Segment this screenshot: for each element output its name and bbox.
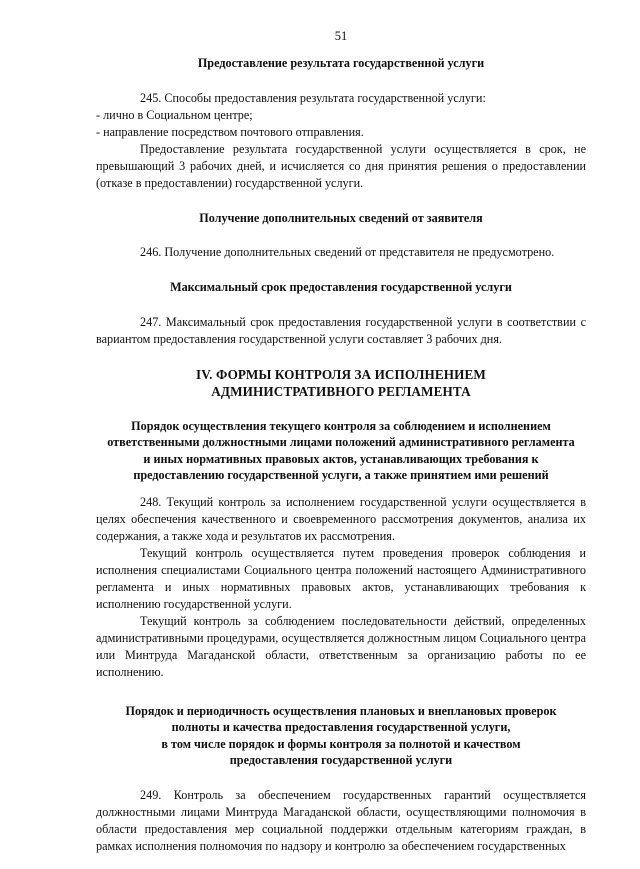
section-heading-result: Предоставление результата государственной услуги [197, 56, 485, 70]
section-heading-current-control-3: и иных нормативных правовых актов, устанавливающих требования к [143, 451, 539, 466]
section-heading-inspections-1: Порядок и периодичность осуществления плановых и внеплановых проверок [125, 703, 557, 718]
paragraph-246: 246. Получение дополнительных сведений от представителя не предусмотрено. [140, 245, 555, 259]
list-item-in-person: - лично в Социальном центре; [96, 107, 253, 122]
paragraph-247: 247. Максимальный срок предоставления государственной услуги в соответствии с вариантом предоставления государственной услуги составляет 3 рабочих дня. [96, 314, 586, 346]
section-heading-inspections-2: полноты и качества предоставления государственной услуги, [171, 720, 511, 734]
paragraph-245: 245. Способы предоставления результата государственной услуги: [140, 90, 486, 105]
section-heading-current-control-4: предоставлению государственной услуги, а также принятием ими решений [133, 468, 549, 482]
chapter-title-line-2: АДМИНИСТРАТИВНОГО РЕГЛАМЕНТА [211, 383, 471, 399]
paragraph-249: 249. Контроль за обеспечением государственных гарантий осуществляется должностными лицами Минтруда Магаданской области, осуществляющими полномочия в области предоставления мер социальной поддержки отдельным категориям граждан, в рамках исполнения полномочия по надзору и контролю за обеспечением государственных [96, 787, 586, 853]
section-heading-additional-info: Получение дополнительных сведений от заявителя [199, 210, 483, 225]
paragraph-current-control-sequence: Текущий контроль за соблюдением последовательности действий, определенных административными процедурами, осуществляется должностным лицом Социального центра или Минтруда Магаданской области, ответственным за организацию работы по ее исполнению. [96, 613, 586, 679]
section-heading-current-control-1: Порядок осуществления текущего контроля за соблюдением и исполнением [131, 418, 551, 433]
section-heading-inspections-3: в том числе порядок и формы контроля за полнотой и качеством [161, 736, 521, 751]
paragraph-result-term: Предоставление результата государственной услуги осуществляется в срок, не превышающий 3 рабочих дней, и исчисляется со дня принятия решения о предоставлении (отказе в предоставлении) государственной услуги. [96, 141, 586, 190]
paragraph-248: 248. Текущий контроль за исполнением государственной услуги осуществляется в целях обеспечения качественного и своевременного рассмотрения документов, анализа их содержания, а также хода и результатов их рассмотрения. [96, 494, 586, 543]
chapter-title-line-1: IV. ФОРМЫ КОНТРОЛЯ ЗА ИСПОЛНЕНИЕМ [196, 366, 486, 382]
paragraph-current-control-checks: Текущий контроль осуществляется путем проведения проверок соблюдения и исполнения специалистами Социального центра положений настоящего Административного регламента и иных нормативных правовых актов, устанавливающих требования к исполнению государственной услуги. [96, 545, 586, 611]
section-heading-inspections-4: предоставления государственной услуги [229, 753, 453, 767]
list-item-by-mail: - направление посредством почтового отправления. [96, 124, 364, 139]
page-number: 51 [334, 29, 348, 43]
section-heading-current-control-2: ответственными должностными лицами положений административного регламента [107, 435, 575, 449]
section-heading-max-term: Максимальный срок предоставления государственной услуги [170, 280, 512, 294]
